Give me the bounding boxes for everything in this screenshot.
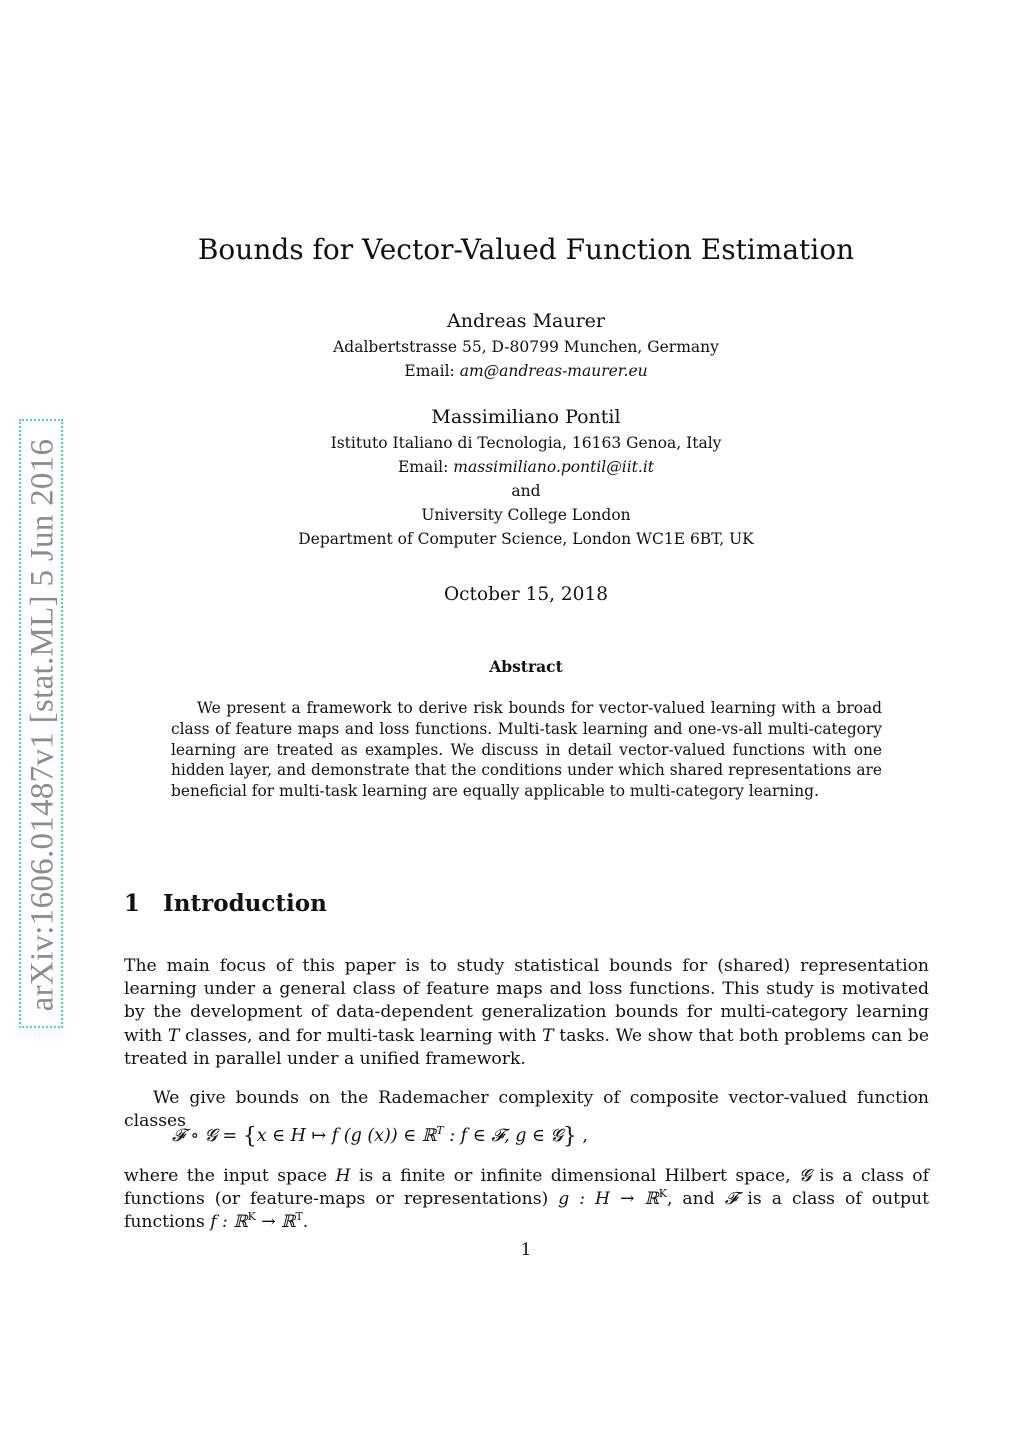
author-address-1: Adalbertstrasse 55, D-80799 Munchen, Germany bbox=[333, 338, 719, 356]
author-email-line-2 bbox=[0, 458, 1024, 476]
section-title: Introduction bbox=[163, 890, 327, 917]
page-number: 1 bbox=[520, 1240, 532, 1260]
paper-title: Bounds for Vector-Valued Function Estimation bbox=[197, 233, 855, 266]
abstract-text: We present a framework to derive risk bounds for vector-valued learning with a broad class of feature maps and loss functions. Multi-task learning and one-vs-all multi-category learning are treated as examples. We discuss in detail vector-valued functions with one hidden layer, and demonstrate that the conditions under which shared representations are beneficial for multi-task learning are equally applicable to multi-category learning. bbox=[171, 699, 882, 801]
intro-paragraph-2: We give bounds on the Rademacher complexity of composite vector-valued function classes bbox=[124, 1088, 929, 1132]
author-name-2: Massimiliano Pontil bbox=[431, 406, 621, 428]
section-heading bbox=[124, 890, 327, 917]
email-label-2: Email: bbox=[397, 458, 449, 476]
affiliation-and: and bbox=[511, 482, 541, 500]
intro-paragraph-1: The main focus of this paper is to study statistical bounds for (shared) representation learning under a general class of feature maps and loss functions. This study is motivated by the development of data-dependent generalization bounds for multi-category learning with T classes, and for multi-task learning with T tasks. We show that both problems can be treated in parallel under a unified framework. bbox=[124, 956, 929, 1069]
abstract-heading: Abstract bbox=[489, 657, 563, 676]
author-email-2[interactable]: massimiliano.pontil@iit.it bbox=[453, 458, 655, 476]
author-address-2b: University College London bbox=[421, 506, 631, 524]
author-address-2c: Department of Computer Science, London WC1E 6BT, UK bbox=[298, 530, 754, 548]
arxiv-identifier: arXiv:1606.01487v1 [stat.ML] 5 Jun 2016 bbox=[24, 438, 61, 1012]
section-number: 1 bbox=[124, 890, 141, 917]
author-email-line-1 bbox=[0, 362, 1024, 380]
email-label-1: Email: bbox=[404, 362, 455, 380]
author-name-1: Andreas Maurer bbox=[447, 310, 605, 332]
author-address-2: Istituto Italiano di Tecnologia, 16163 Genoa, Italy bbox=[330, 434, 722, 452]
paper-date: October 15, 2018 bbox=[444, 584, 608, 605]
composite-class-equation: 𝓕 ∘ 𝓖 = {x ∈ H ↦ f (g (x)) ∈ ℝ$^T$ : f ∈ 𝓕, g ∈ 𝓖} , bbox=[172, 1124, 588, 1149]
intro-paragraph-3: where the input space H is a finite or infinite dimensional Hilbert space, 𝓖 is a class of functions (or feature-maps or representations) g : H → ℝ$^K$, and 𝓕 is a class of output functions f : ℝ$^K$ → ℝ$^T$. bbox=[124, 1166, 930, 1233]
author-email-1[interactable]: am@andreas-maurer.eu bbox=[459, 362, 648, 380]
